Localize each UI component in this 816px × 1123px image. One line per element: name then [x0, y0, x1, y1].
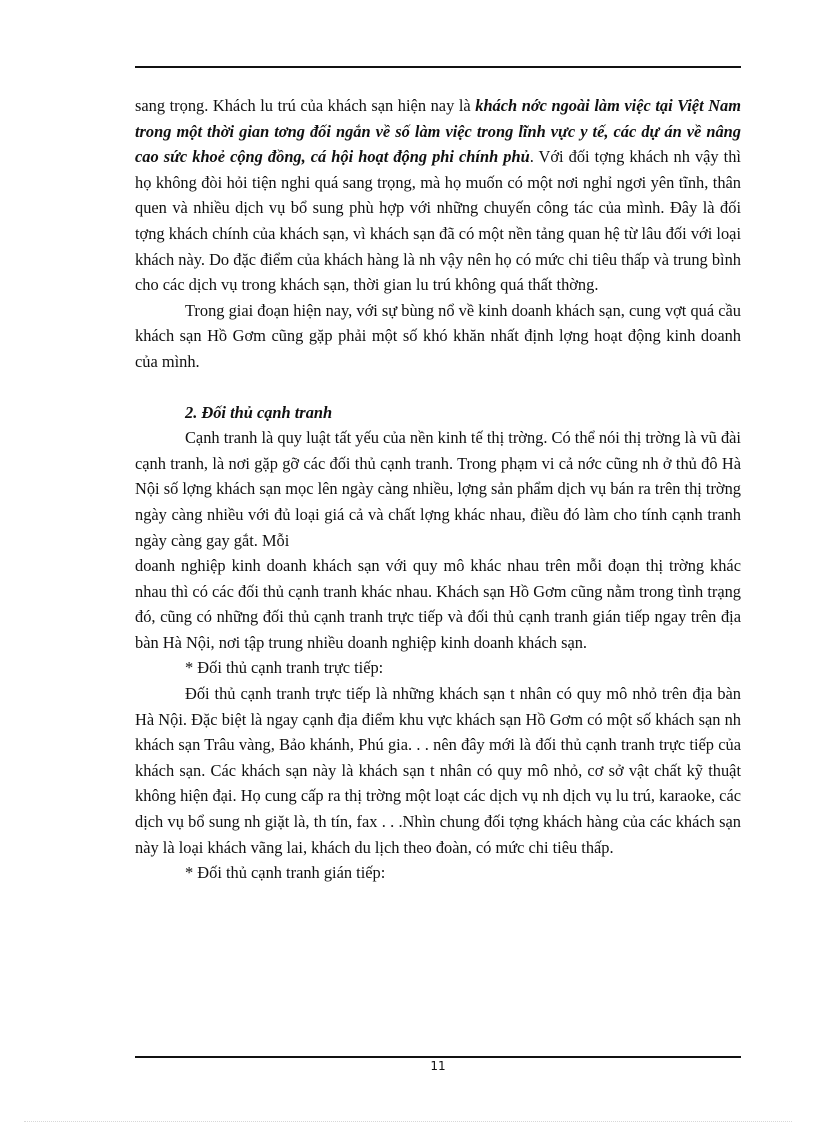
- section-spacer: [135, 375, 741, 400]
- header-rule: [135, 66, 741, 68]
- document-body: [135, 93, 741, 886]
- paragraph-guests: [135, 93, 741, 298]
- footer-rule: [135, 1056, 741, 1058]
- paragraph-text: . Với đối tợng khách nh vậy thì họ không đòi hỏi tiện nghi quá sang trọng, mà họ muốn có một nơi nghỉ ngơi yên tĩnh, thân quen và nhiều dịch vụ bổ sung phù hợp với những chuyến công tác của mình. Đây là đối tợng khách chính của khách sạn, vì khách sạn đã có một nền tảng quan hệ từ lâu đối với loại khách này. Do đặc điểm của khách hàng là nh vậy nên họ có mức chi tiêu thấp và trung bình cho các dịch vụ trong khách sạn, thời gian lu trú không quá thất thờng.: [135, 147, 741, 295]
- bullet-indirect-competitors: * Đối thủ cạnh tranh gián tiếp:: [185, 863, 386, 883]
- paragraph-competition-continued: doanh nghiệp kinh doanh khách sạn với quy mô khác nhau trên mỗi đoạn thị trờng khác nhau thì có các đối thủ cạnh tranh khác nhau. Khách sạn Hồ Gơm cũng nằm trong tình trạng đó, cũng có những đối thủ cạnh tranh trực tiếp và đối thủ cạnh tranh gián tiếp ngay trên địa bàn Hà Nội, nơi tập trung nhiều doanh nghiệp kinh doanh khách sạn.: [135, 556, 741, 652]
- emphasis-text: khách nớc ngoài làm việc tại Việt Nam trong một thời gian tơng đối ngắn về số làm việc trong lĩnh vực y tế, các dự án về nâng cao sức khoẻ cộng đồng, cá hội hoạt động phi chính phủ: [135, 96, 741, 167]
- section-heading: 2. Đối thủ cạnh tranh: [185, 402, 333, 422]
- paragraph-direct-competitors: Đối thủ cạnh tranh trực tiếp là những khách sạn t nhân có quy mô nhỏ trên địa bàn Hà Nội. Đặc biệt là ngay cạnh địa điểm khu vực khách sạn Hồ Gơm có một số khách sạn nh khách sạn Trâu vàng, Bảo khánh, Phú gia. . . nên đây mới là đối thủ cạnh tranh trực tiếp của khách sạn. Các khách sạn này là khách sạn t nhân có quy mô nhỏ, cơ sở vật chất kỹ thuật không hiện đại. Họ cung cấp ra thị trờng một loạt các dịch vụ nh dịch vụ lu trú, karaoke, các dịch vụ bổ sung nh giặt là, th tín, fax . . .Nhìn chung đối tợng khách hàng của các khách sạn này là loại khách vãng lai, khách du lịch theo đoàn, có mức chi tiêu thấp.: [135, 684, 741, 857]
- paragraph-competition: Cạnh tranh là quy luật tất yếu của nền kinh tế thị trờng. Có thể nói thị trờng là vũ đài cạnh tranh, là nơi gặp gỡ các đối thủ cạnh tranh. Trong phạm vi cả nớc cũng nh ở thủ đô Hà Nội số lợng khách sạn mọc lên ngày càng nhiều, lợng sản phẩm dịch vụ bán ra trên thị trờng ngày càng nhiều với đủ loại giá cả và chất lợng khác nhau, điều đó làm cho tính cạnh tranh ngày càng gay gắt. Mỗi: [135, 428, 741, 550]
- paragraph-current-period: Trong giai đoạn hiện nay, với sự bùng nổ về kinh doanh khách sạn, cung vợt quá cầu khách sạn Hồ Gơm cũng gặp phải một số khó khăn nhất định lợng hoạt động kinh doanh của mình.: [135, 300, 741, 371]
- paragraph-text: sang trọng. Khách lu trú của khách sạn hiện nay là: [135, 96, 476, 115]
- page-number: 11: [430, 1059, 446, 1073]
- bullet-direct-competitors: * Đối thủ cạnh tranh trực tiếp:: [185, 658, 384, 678]
- page-edge: [24, 1121, 792, 1122]
